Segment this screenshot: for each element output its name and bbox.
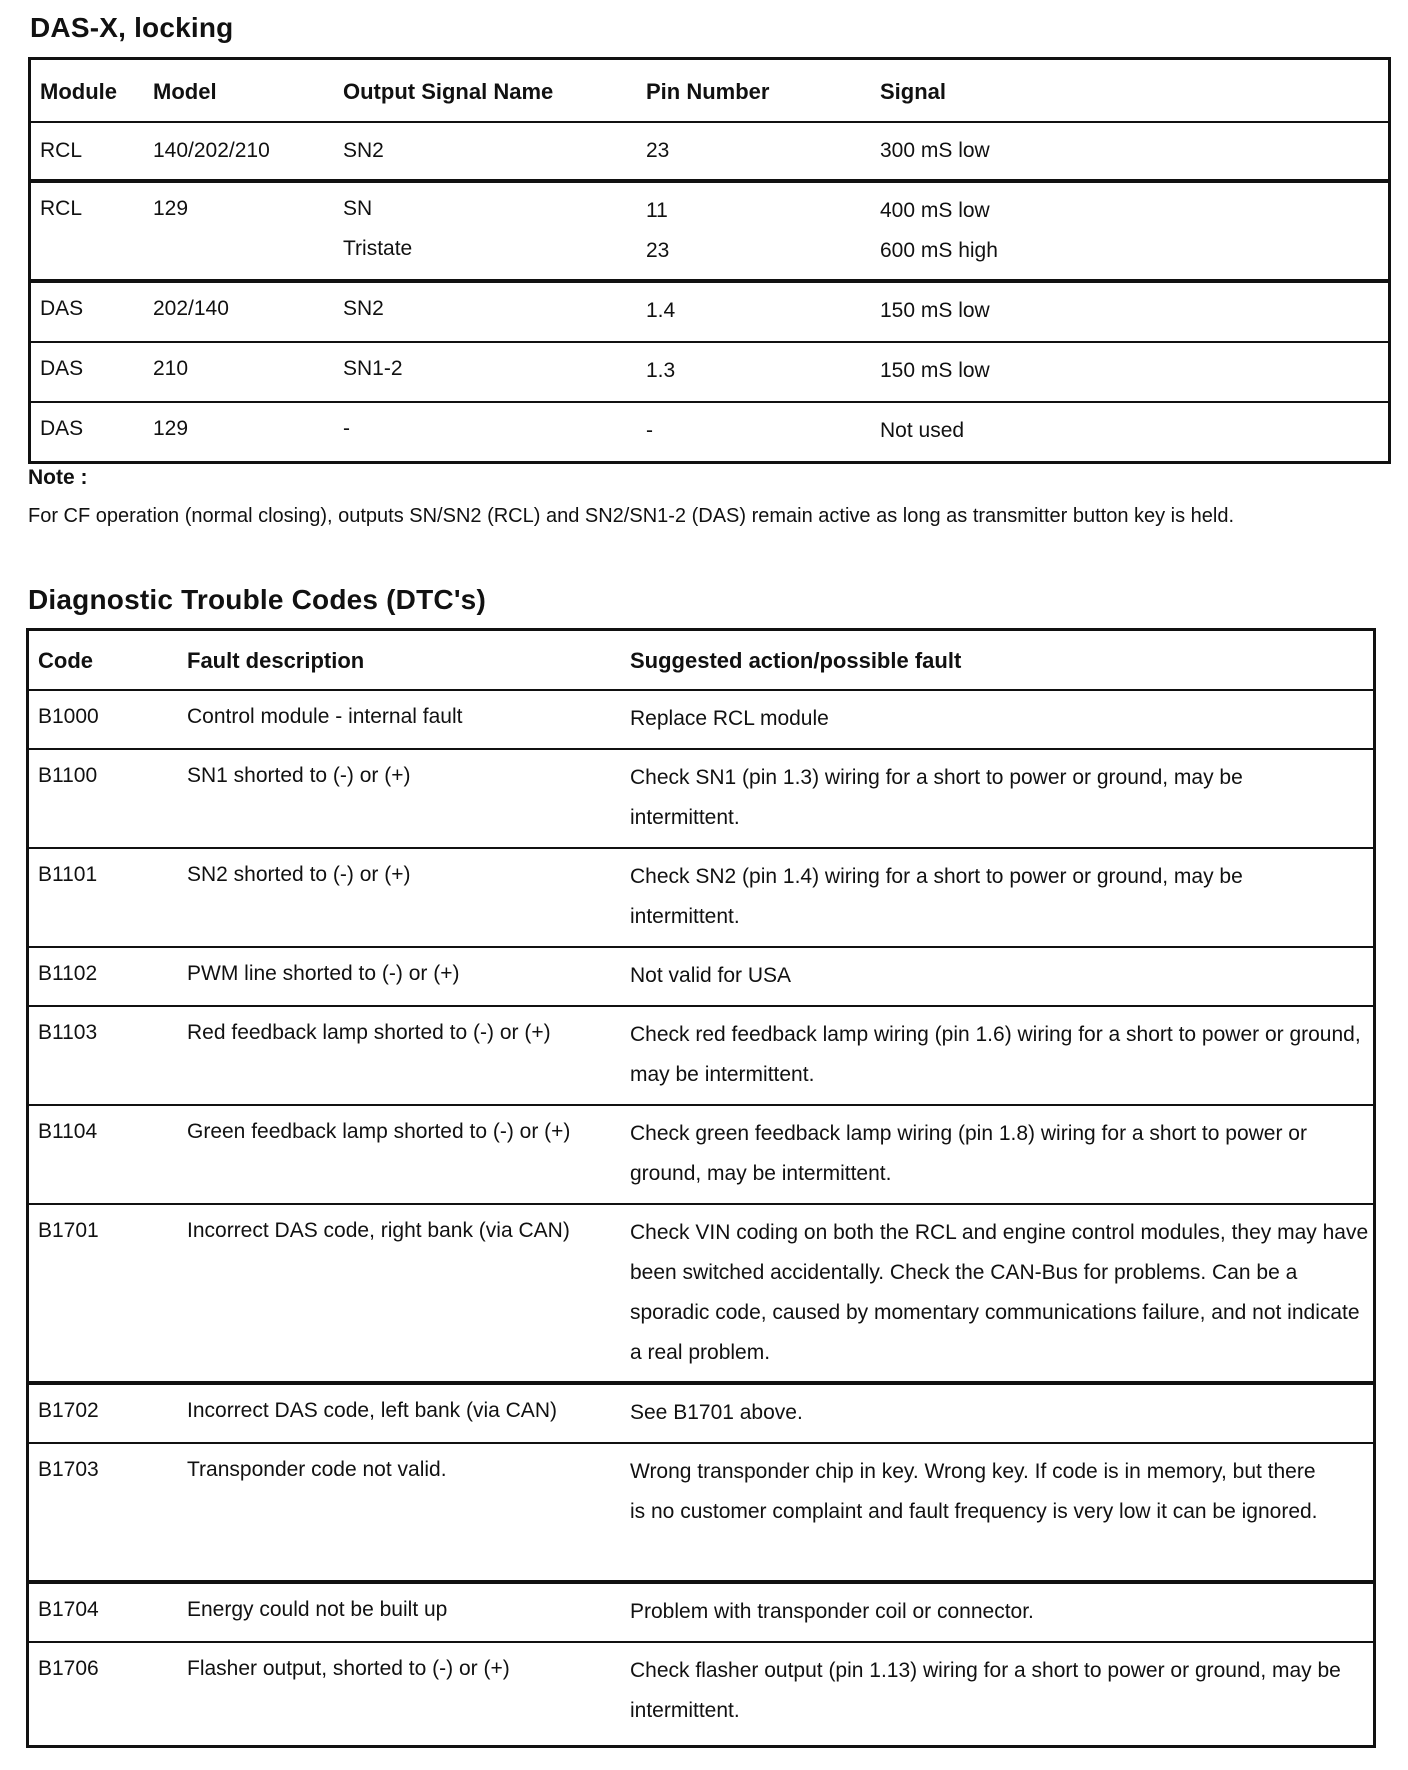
note-text: For CF operation (normal closing), outputs SN/SN2 (RCL) and SN2/SN1-2 (DAS) remain active as long as transmitter button key is held. bbox=[28, 505, 1235, 527]
cell-code: B1000 bbox=[38, 705, 99, 728]
cell-action: Check SN1 (pin 1.3) wiring for a short to power or ground, may be intermittent. bbox=[630, 766, 1243, 829]
cell-model: 140/202/210 bbox=[153, 139, 270, 162]
cell-fault: Transponder code not valid. bbox=[187, 1458, 447, 1481]
cell-pin: 1.3 bbox=[646, 359, 676, 382]
locking-table bbox=[28, 57, 1391, 464]
cell-pin: 11 bbox=[646, 199, 668, 222]
cell-signal: Not used bbox=[880, 419, 965, 442]
header-model: Model bbox=[153, 79, 217, 104]
table-row bbox=[31, 343, 1388, 403]
table-row bbox=[31, 283, 1388, 343]
cell-model: 129 bbox=[153, 197, 189, 220]
cell-signal-name: Tristate bbox=[343, 237, 413, 260]
cell-code: B1104 bbox=[38, 1120, 98, 1143]
cell-fault: Green feedback lamp shorted to (-) or (+) bbox=[187, 1120, 571, 1143]
table-row bbox=[29, 750, 1373, 849]
cell-fault: PWM line shorted to (-) or (+) bbox=[187, 962, 460, 985]
dtc-title: Diagnostic Trouble Codes (DTC's) bbox=[28, 584, 486, 615]
cell-code: B1101 bbox=[38, 863, 98, 886]
cell-action: Check red feedback lamp wiring (pin 1.6) wiring for a short to power or ground, may be intermittent. bbox=[630, 1023, 1361, 1086]
cell-action: See B1701 above. bbox=[630, 1401, 803, 1424]
cell-code: B1704 bbox=[38, 1598, 99, 1621]
cell-pin: 1.4 bbox=[646, 299, 676, 322]
cell-module: DAS bbox=[40, 357, 84, 380]
table-row bbox=[29, 1444, 1373, 1584]
table-row bbox=[29, 1205, 1373, 1385]
cell-fault: SN1 shorted to (-) or (+) bbox=[187, 764, 411, 787]
cell-module: RCL bbox=[40, 197, 83, 220]
table-row bbox=[29, 691, 1373, 750]
header-output-signal-name: Output Signal Name bbox=[343, 79, 554, 104]
cell-code: B1701 bbox=[38, 1219, 99, 1242]
cell-signal: 150 mS low bbox=[880, 299, 990, 322]
cell-pin: 23 bbox=[646, 139, 670, 162]
dtc-header-row bbox=[29, 631, 1373, 691]
cell-code: B1703 bbox=[38, 1458, 99, 1481]
cell-action: Replace RCL module bbox=[630, 707, 829, 730]
header-signal: Signal bbox=[880, 79, 947, 104]
table-row bbox=[29, 1106, 1373, 1205]
header-module: Module bbox=[40, 79, 117, 104]
cell-action: Check VIN coding on both the RCL and engine control modules, they may have been switched accidentally. Check the CAN-Bus for problems. Can be a sporadic code, caused by momentary communications failure, and not indicate a real problem. bbox=[630, 1221, 1369, 1364]
table-row bbox=[31, 183, 1388, 283]
cell-signal-name: SN bbox=[343, 197, 373, 220]
cell-module: DAS bbox=[40, 417, 84, 440]
cell-fault: Energy could not be built up bbox=[187, 1598, 448, 1621]
cell-action: Check flasher output (pin 1.13) wiring for a short to power or ground, may be intermittent. bbox=[630, 1659, 1341, 1722]
header-suggested-action: Suggested action/possible fault bbox=[630, 648, 962, 673]
table-row bbox=[29, 1584, 1373, 1643]
cell-fault: Incorrect DAS code, left bank (via CAN) bbox=[187, 1399, 557, 1422]
cell-module: DAS bbox=[40, 297, 84, 320]
locking-title: DAS-X, locking bbox=[30, 12, 234, 43]
cell-action: Check green feedback lamp wiring (pin 1.8) wiring for a short to power or ground, may be intermittent. bbox=[630, 1122, 1307, 1185]
cell-fault: Flasher output, shorted to (-) or (+) bbox=[187, 1657, 510, 1680]
cell-signal-name: SN2 bbox=[343, 139, 384, 162]
cell-signal-name: SN1-2 bbox=[343, 357, 403, 380]
dtc-table bbox=[26, 628, 1376, 1748]
cell-model: 202/140 bbox=[153, 297, 229, 320]
table-row bbox=[29, 1643, 1373, 1738]
cell-signal: 400 mS low bbox=[880, 199, 990, 222]
cell-action: Not valid for USA bbox=[630, 964, 792, 987]
header-code: Code bbox=[38, 648, 93, 673]
cell-model: 210 bbox=[153, 357, 189, 380]
cell-signal: 150 mS low bbox=[880, 359, 990, 382]
cell-pin: 23 bbox=[646, 239, 670, 262]
table-row bbox=[29, 948, 1373, 1007]
table-row bbox=[29, 1385, 1373, 1444]
cell-fault: Control module - internal fault bbox=[187, 705, 463, 728]
note-label: Note : bbox=[28, 466, 88, 489]
cell-fault: Incorrect DAS code, right bank (via CAN) bbox=[187, 1219, 570, 1242]
table-row bbox=[31, 403, 1388, 461]
header-pin-number: Pin Number bbox=[646, 79, 770, 104]
cell-fault: Red feedback lamp shorted to (-) or (+) bbox=[187, 1021, 551, 1044]
cell-signal-name: - bbox=[343, 417, 350, 440]
cell-model: 129 bbox=[153, 417, 189, 440]
cell-code: B1100 bbox=[38, 764, 98, 787]
table-row bbox=[29, 1007, 1373, 1106]
cell-code: B1702 bbox=[38, 1399, 99, 1422]
cell-pin: - bbox=[646, 419, 653, 442]
cell-signal: 600 mS high bbox=[880, 239, 998, 262]
cell-code: B1103 bbox=[38, 1021, 98, 1044]
cell-signal-name: SN2 bbox=[343, 297, 384, 320]
table-row bbox=[29, 849, 1373, 948]
cell-action: Check SN2 (pin 1.4) wiring for a short to power or ground, may be intermittent. bbox=[630, 865, 1243, 928]
cell-code: B1102 bbox=[38, 962, 98, 985]
cell-code: B1706 bbox=[38, 1657, 99, 1680]
cell-signal: 300 mS low bbox=[880, 139, 990, 162]
cell-module: RCL bbox=[40, 139, 83, 162]
cell-action: Wrong transponder chip in key. Wrong key. If code is in memory, but there is no customer complaint and fault frequency is very low it can be ignored. bbox=[630, 1460, 1318, 1523]
cell-fault: SN2 shorted to (-) or (+) bbox=[187, 863, 411, 886]
locking-header-row bbox=[31, 60, 1388, 123]
table-row bbox=[31, 123, 1388, 183]
header-fault-description: Fault description bbox=[187, 648, 365, 673]
cell-action: Problem with transponder coil or connector. bbox=[630, 1600, 1034, 1623]
